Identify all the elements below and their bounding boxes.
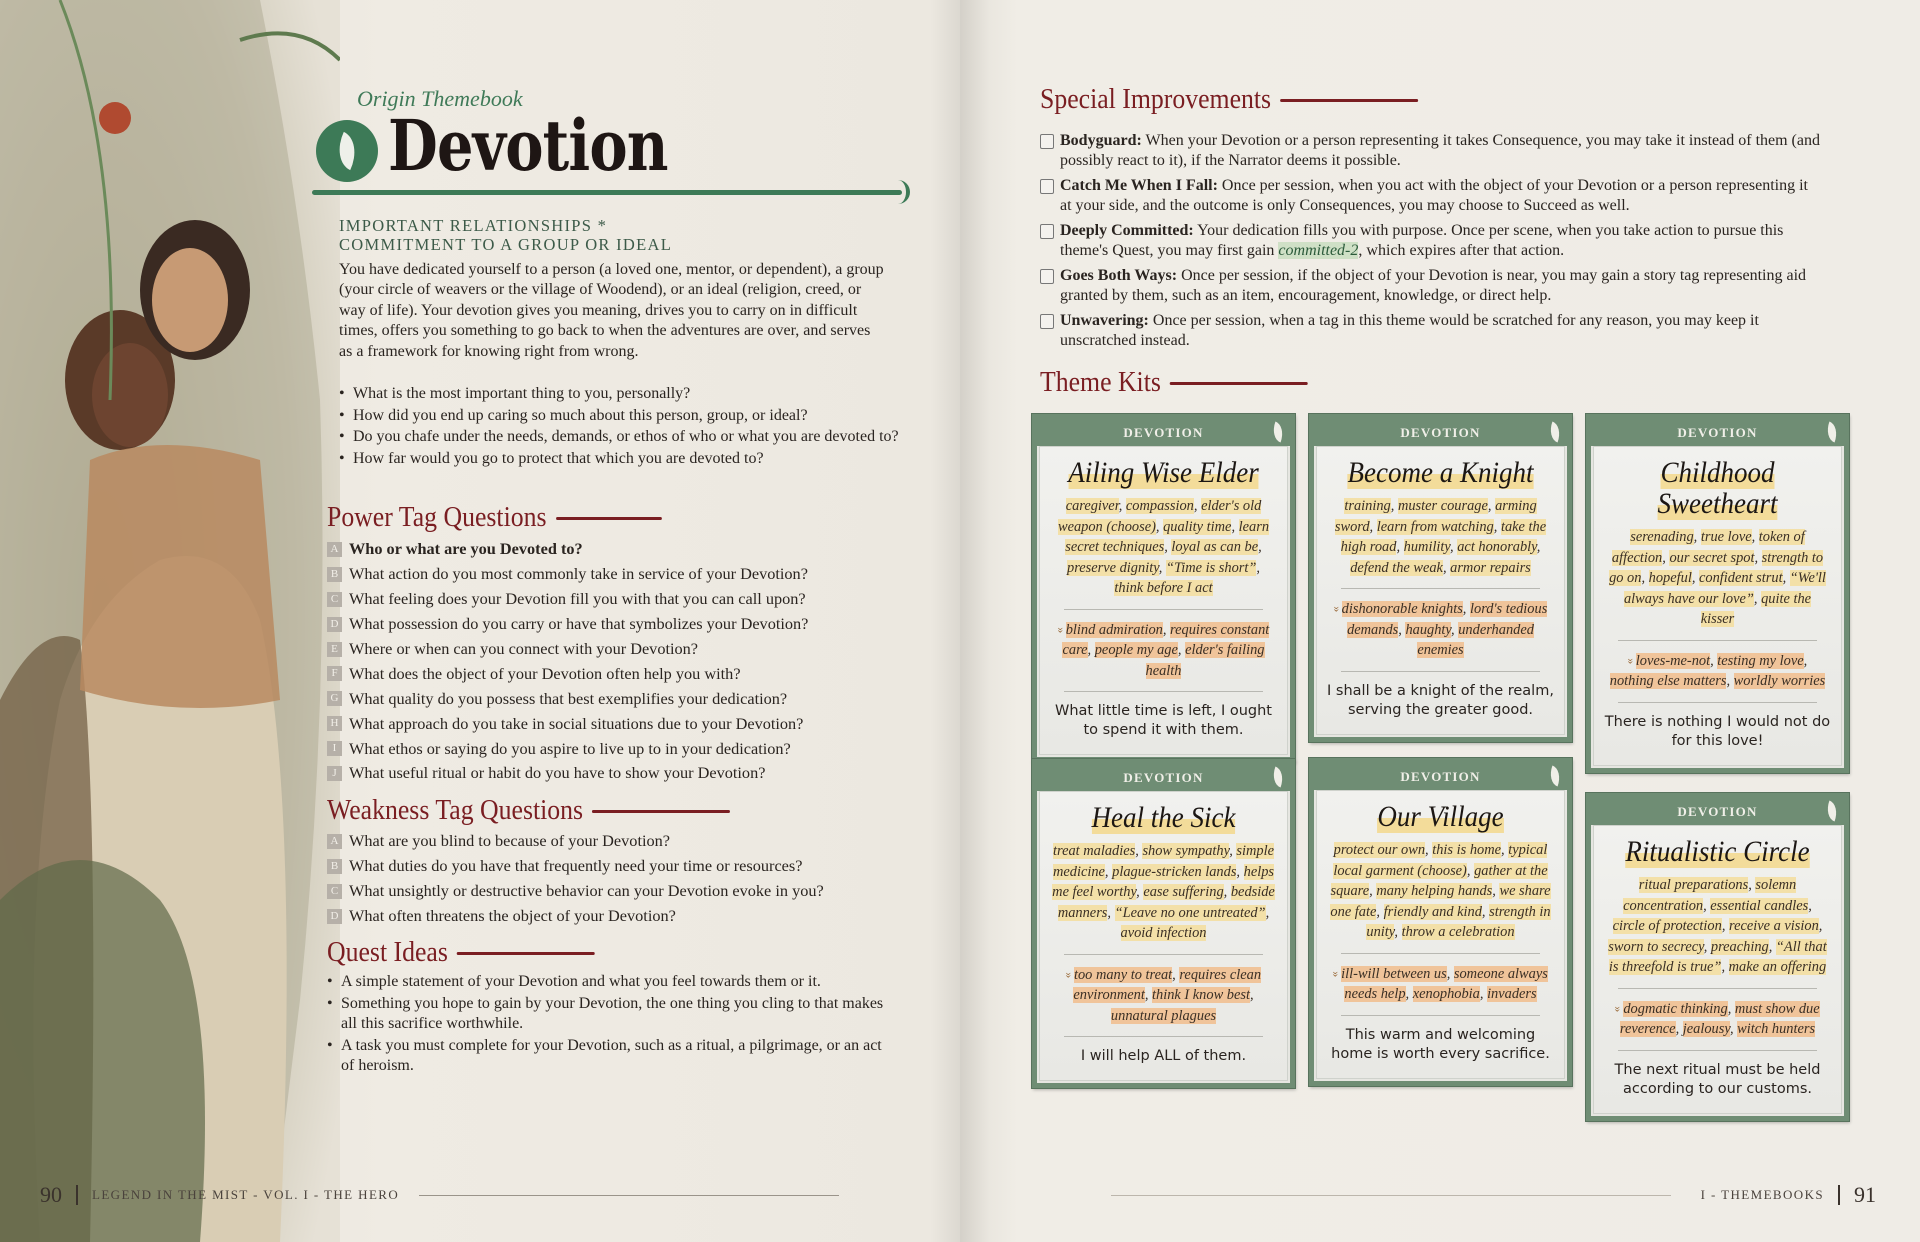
power-tag: defend the weak xyxy=(1350,559,1443,576)
weakness-tag: underhanded enemies xyxy=(1417,621,1534,658)
power-tag: confident strut xyxy=(1699,570,1783,586)
intro-bullets xyxy=(339,384,899,470)
footer-rule xyxy=(419,1195,839,1196)
power-tag: learn from watching xyxy=(1376,518,1494,535)
divider xyxy=(1064,691,1263,692)
question-text: What does the object of your Devotion often help you with? xyxy=(349,663,741,683)
card-title xyxy=(1337,457,1545,488)
power-tag: simple medicine xyxy=(1052,843,1274,880)
question-letter-badge: B xyxy=(327,567,342,582)
weakness-tag: xenophobia xyxy=(1412,986,1480,1002)
leaf-icon xyxy=(1823,421,1840,442)
power-tag: training xyxy=(1344,498,1391,514)
illustration-two-women-embracing xyxy=(0,0,340,1242)
question-text: What unsightly or destructive behavior can your Devotion evoke in you? xyxy=(349,881,824,901)
power-tag: plague-stricken lands xyxy=(1112,863,1237,880)
title-rule xyxy=(312,190,902,195)
question-letter-badge: B xyxy=(327,859,342,874)
weakness-chevron-icon: » xyxy=(1329,606,1344,613)
power-tag: caregiver xyxy=(1065,498,1119,514)
weakness-tag: elder's failing health xyxy=(1145,642,1265,679)
card-quest: I will help ALL of them. xyxy=(1080,1048,1247,1064)
question-row xyxy=(327,537,927,562)
question-row xyxy=(327,761,927,786)
power-tag: loyal as can be xyxy=(1171,539,1259,555)
improvement-item xyxy=(1040,221,1820,261)
leaf-icon xyxy=(1269,766,1286,787)
power-tag: protect our own xyxy=(1333,842,1426,858)
power-tag: act honorably xyxy=(1457,539,1537,555)
card-title-text: Become a Knight xyxy=(1347,456,1534,489)
improvement-text: Once per session, if the object of your Devotion is near, you may gain a story tag representing aid granted by them, such as an item, encouragement, knowledge, or direct help. xyxy=(1060,266,1807,304)
question-row xyxy=(327,562,927,587)
power-tag: preserve dignity xyxy=(1067,559,1159,576)
quest-idea: • A task you must complete for your Devotion, such as a ritual, a pilgrimage, or an act of heroism. xyxy=(327,1036,897,1077)
question-text: What useful ritual or habit do you have to show your Devotion? xyxy=(349,763,766,783)
power-tag: show sympathy xyxy=(1142,843,1230,859)
question-row xyxy=(327,686,927,711)
improvement-checkbox[interactable] xyxy=(1040,179,1054,194)
right-page xyxy=(960,0,1920,1242)
theme-kits-heading xyxy=(1040,367,1308,399)
intro-bullet: • What is the most important thing to you, personally? xyxy=(339,384,899,405)
card-body xyxy=(1316,446,1565,735)
improvement-checkbox[interactable] xyxy=(1040,134,1054,149)
divider xyxy=(1064,954,1263,955)
power-tag: avoid infection xyxy=(1120,925,1207,941)
question-letter-badge: A xyxy=(327,834,342,849)
question-row xyxy=(327,587,927,612)
weakness-tag: ill-will between us xyxy=(1341,965,1447,982)
power-tag: take the high road xyxy=(1340,518,1547,555)
question-text: What action do you most commonly take in service of your Devotion? xyxy=(349,564,808,584)
improvement-text: Once per session, when a tag in this theme would be scratched for any reason, you may keep it unscratched instead. xyxy=(1060,311,1759,349)
divider xyxy=(1341,1015,1540,1016)
heading-rule xyxy=(1280,99,1418,102)
theme-subtitle xyxy=(339,216,899,254)
page-number: 90 xyxy=(40,1182,62,1207)
card-title-text: Heal the Sick xyxy=(1091,801,1236,834)
power-tag: “All that is threefold is true” xyxy=(1608,938,1827,975)
divider xyxy=(1618,1050,1817,1051)
power-tag: strength to go on xyxy=(1609,549,1824,586)
power-tags: training, muster courage, arming sword, learn from watching, take the high road, humility, act honorably, defend the weak, armor repairs xyxy=(1334,498,1547,576)
question-text: What approach do you take in social situations due to your Devotion? xyxy=(349,713,804,733)
weakness-chevron-icon: » xyxy=(1611,1005,1626,1012)
question-letter-badge: F xyxy=(327,666,342,681)
power-tag-heading xyxy=(327,502,662,534)
weakness-tag: nothing else matters xyxy=(1609,673,1727,689)
weakness-tag-questions xyxy=(327,829,927,929)
divider xyxy=(1341,953,1540,954)
weakness-tag: think I know best xyxy=(1152,987,1250,1003)
quest-ideas-list xyxy=(327,972,897,1078)
weakness-tag: worldly worries xyxy=(1733,673,1826,689)
question-text: What are you blind to because of your Devotion? xyxy=(349,831,670,851)
card-title-text: Ailing Wise Elder xyxy=(1068,456,1259,489)
weakness-tags: »blind admiration, requires constant care, people my age, elder's failing health xyxy=(1048,620,1279,682)
power-tags: protect our own, this is home, typical local garment (choose), gather at the square, many helping hands, we share one fate, friendly and kind, strength in unity, throw a celebration xyxy=(1330,842,1551,940)
heading-rule xyxy=(592,810,730,813)
card-quest: This warm and welcoming home is worth every sacrifice. xyxy=(1331,1026,1550,1062)
power-tag: friendly and kind xyxy=(1383,903,1482,920)
card-title xyxy=(1060,802,1268,833)
power-tags: caregiver, compassion, elder's old weapon (choose), quality time, learn secret techniques, loyal as can be, preserve dignity, “Time is short”, think before I act xyxy=(1057,498,1270,596)
power-tag: circle of protection xyxy=(1612,918,1722,934)
power-tag: token of affection xyxy=(1611,529,1805,566)
weakness-tags: »too many to treat, requires clean environment, think I know best, unnatural plagues xyxy=(1048,965,1279,1027)
heading-text: Power Tag Questions xyxy=(327,502,547,533)
weakness-tag: invaders xyxy=(1487,986,1537,1002)
power-tag: humility xyxy=(1403,539,1451,555)
power-tag: make an offering xyxy=(1728,959,1827,975)
weakness-tag: jealousy xyxy=(1682,1021,1730,1037)
improvement-text: , which expires after that action. xyxy=(1358,242,1565,260)
question-row xyxy=(327,612,927,637)
question-row xyxy=(327,661,927,686)
weakness-tags: »ill-will between us, someone always needs help, xenophobia, invaders xyxy=(1325,964,1556,1005)
power-tag: our secret spot xyxy=(1669,549,1755,566)
footer-divider xyxy=(76,1185,78,1205)
question-letter-badge: H xyxy=(327,716,342,731)
power-tag: serenading xyxy=(1630,529,1694,545)
question-text: What duties do you have that frequently need your time or resources? xyxy=(349,856,803,876)
question-letter-badge: C xyxy=(327,592,342,607)
improvement-item xyxy=(1040,311,1820,351)
subtitle-line: COMMITMENT TO A GROUP OR IDEAL xyxy=(339,235,673,254)
power-tag: solemn concentration xyxy=(1623,877,1797,914)
divider xyxy=(1341,671,1540,672)
card-title-text: Ritualistic Circle xyxy=(1625,835,1810,868)
weakness-tags: »dogmatic thinking, must show due reverence, jealousy, witch hunters xyxy=(1602,999,1833,1040)
question-row xyxy=(327,904,927,929)
improvement-name: Deeply Committed: xyxy=(1060,221,1194,239)
quest-idea: • Something you hope to gain by your Devotion, the one thing you cling to that makes all this sacrifice worthwhile. xyxy=(327,994,897,1035)
weakness-tag: people my age xyxy=(1094,642,1178,658)
weakness-tag-heading xyxy=(327,795,730,827)
weakness-chevron-icon: » xyxy=(1062,971,1077,978)
improvement-checkbox[interactable] xyxy=(1040,314,1054,329)
power-tag: treat maladies xyxy=(1053,843,1136,859)
power-tag: think before I act xyxy=(1114,580,1213,596)
power-tag: we share one fate xyxy=(1330,883,1551,920)
improvement-text: When your Devotion or a person representing it takes Consequence, you may take it instead of them (and possibly react to it), if the Narrator deems it possible. xyxy=(1060,132,1820,170)
card-title-text: Our Village xyxy=(1377,800,1504,833)
question-text: What often threatens the object of your Devotion? xyxy=(349,906,676,926)
theme-kit-card xyxy=(1586,793,1849,1121)
heading-text: Quest Ideas xyxy=(327,937,448,968)
question-row xyxy=(327,637,927,662)
divider xyxy=(1618,988,1817,989)
footer-rule xyxy=(1111,1195,1671,1196)
power-tags: ritual preparations, solemn concentration, essential candles, circle of protection, receive a vision, sworn to secrecy, preaching, “All that is threefold is true”, make an offering xyxy=(1608,877,1827,975)
question-text: Where or when can you connect with your Devotion? xyxy=(349,639,699,658)
power-tag: “We'll always have our love” xyxy=(1623,570,1826,607)
card-title xyxy=(1614,836,1822,867)
heading-text: Weakness Tag Questions xyxy=(327,795,584,826)
question-letter-badge: J xyxy=(327,766,342,781)
weakness-tag: haughty xyxy=(1405,621,1452,638)
power-tag: ease suffering xyxy=(1143,884,1224,900)
running-title: I - THEMEBOOKS xyxy=(1700,1187,1824,1202)
question-text: What feeling does your Devotion fill you with that you can call upon? xyxy=(349,589,806,609)
question-letter-badge: G xyxy=(327,691,342,706)
leaf-icon xyxy=(1546,421,1563,442)
power-tag: armor repairs xyxy=(1450,559,1531,576)
power-tag: helps me feel worthy xyxy=(1052,863,1275,900)
theme-kit-card xyxy=(1586,414,1849,773)
power-tags: serenading, true love, token of affection, our secret spot, strength to go on, hopeful, confident strut, “We'll always have our love”, quite the kisser xyxy=(1609,529,1826,627)
divider xyxy=(1618,702,1817,703)
power-tag: essential candles xyxy=(1710,897,1809,914)
weakness-tag: dishonorable knights xyxy=(1341,601,1463,617)
theme-kit-card xyxy=(1309,414,1572,742)
improvement-name: Unwavering: xyxy=(1060,311,1149,329)
leaf-icon xyxy=(316,120,378,182)
weakness-tag: too many to treat xyxy=(1073,966,1173,983)
card-body xyxy=(1039,791,1288,1081)
weakness-tag: someone always needs help xyxy=(1344,965,1548,1002)
power-tag: “Leave no one untreated” xyxy=(1114,904,1266,921)
weakness-tag: blind admiration xyxy=(1065,621,1163,638)
power-tag: many helping hands xyxy=(1376,883,1493,899)
divider xyxy=(1064,1036,1263,1037)
theme-kit-card xyxy=(1032,759,1295,1088)
book-gutter xyxy=(930,0,990,1242)
question-text: What quality do you possess that best exemplifies your dedication? xyxy=(349,688,788,708)
card-header: DEVOTION xyxy=(1591,798,1844,825)
intro-bullet: • How did you end up caring so much about this person, group, or ideal? xyxy=(339,406,899,427)
weakness-tag: dogmatic thinking xyxy=(1623,1000,1728,1017)
divider xyxy=(1341,588,1540,589)
power-tag: true love xyxy=(1700,529,1752,545)
divider xyxy=(1064,609,1263,610)
card-body xyxy=(1593,446,1842,766)
card-header: DEVOTION xyxy=(1591,419,1844,446)
left-footer xyxy=(40,1182,839,1208)
question-text: What ethos or saying do you aspire to live up to in your dedication? xyxy=(349,738,791,758)
weakness-tag: loves-me-not xyxy=(1635,652,1711,669)
weakness-chevron-icon: » xyxy=(1053,626,1068,633)
weakness-tag: witch hunters xyxy=(1737,1021,1816,1037)
power-tag: ritual preparations xyxy=(1638,877,1749,893)
power-tag-questions xyxy=(327,537,927,786)
power-tags: treat maladies, show sympathy, simple medicine, plague-stricken lands, helps me feel worthy, ease suffering, bedside manners, “Leave no one untreated”, avoid infection xyxy=(1052,843,1275,941)
question-text: Who or what are you Devoted to? xyxy=(349,539,583,559)
weakness-tag: testing my love xyxy=(1717,652,1804,669)
question-letter-badge: D xyxy=(327,617,342,632)
power-tag: strength in unity xyxy=(1366,903,1551,940)
intro-bullet: • How far would you go to protect that which you are devoted to? xyxy=(339,449,899,470)
weakness-tag: lord's tedious demands xyxy=(1347,601,1548,638)
card-quest: I shall be a knight of the realm, serving the greater good. xyxy=(1327,682,1554,718)
footer-divider xyxy=(1838,1185,1840,1205)
weakness-tag: requires clean environment xyxy=(1073,966,1262,1003)
question-row xyxy=(327,854,927,879)
leaf-icon xyxy=(1546,765,1563,786)
heading-rule xyxy=(1170,382,1308,385)
power-tag: learn secret techniques xyxy=(1065,518,1270,555)
theme-kit-card xyxy=(1032,414,1295,762)
power-tag: bedside manners xyxy=(1057,884,1275,921)
power-tag: preaching xyxy=(1710,938,1769,955)
subtitle-line: IMPORTANT RELATIONSHIPS * xyxy=(339,216,608,235)
running-title: LEGEND IN THE MIST - VOL. I - THE HERO xyxy=(92,1187,400,1202)
power-tag: hopeful xyxy=(1648,570,1692,586)
improvements-list xyxy=(1040,131,1820,356)
card-title xyxy=(1614,457,1822,519)
question-row xyxy=(327,711,927,736)
question-letter-badge: A xyxy=(327,542,342,557)
card-header: DEVOTION xyxy=(1314,419,1567,446)
power-tag: receive a vision xyxy=(1729,918,1819,934)
card-header: DEVOTION xyxy=(1037,419,1290,446)
special-improvements-heading xyxy=(1040,84,1418,116)
weakness-chevron-icon: » xyxy=(1329,970,1344,977)
heading-rule xyxy=(457,952,595,955)
improvement-checkbox[interactable] xyxy=(1040,269,1054,284)
heading-text: Theme Kits xyxy=(1040,367,1161,398)
question-letter-badge: C xyxy=(327,884,342,899)
card-quest: There is nothing I would not do for this love! xyxy=(1604,713,1831,749)
improvement-name: Goes Both Ways: xyxy=(1060,266,1178,284)
status-tag: committed-2 xyxy=(1278,242,1359,260)
improvement-text: Your dedication fills you with purpose. Once per scene, when you take action to pursue this theme's Quest, you may first gain xyxy=(1060,221,1784,260)
right-footer xyxy=(1111,1182,1876,1208)
question-letter-badge: E xyxy=(327,642,342,657)
question-row xyxy=(327,829,927,854)
weakness-tag: requires constant care xyxy=(1062,621,1270,658)
card-title xyxy=(1337,801,1545,832)
weakness-tags: »loves-me-not, testing my love, nothing else matters, worldly worries xyxy=(1609,652,1826,689)
page-title: Devotion xyxy=(388,104,668,187)
heading-rule xyxy=(556,517,662,520)
divider xyxy=(1618,640,1817,641)
card-header: DEVOTION xyxy=(1314,763,1567,790)
intro-paragraph: You have dedicated yourself to a person (a loved one, mentor, or dependent), a group (your circle of weavers or the village of Woodend), or an ideal (religion, creed, or way of life). Your devotion gives you meaning, drives you to carry on in difficult times, offers you something to go back to when the adventures are over, and serves as a framework for knowing right from wrong. xyxy=(339,261,884,360)
card-header: DEVOTION xyxy=(1037,764,1290,791)
origin-themebook-label: Origin Themebook xyxy=(357,86,523,111)
quest-ideas-heading xyxy=(327,937,595,969)
improvement-name: Catch Me When I Fall: xyxy=(1060,176,1218,194)
power-tag: arming sword xyxy=(1334,498,1537,535)
card-body xyxy=(1316,790,1565,1079)
card-body xyxy=(1593,825,1842,1114)
power-tag: muster courage xyxy=(1397,498,1488,514)
power-tag: typical local garment (choose) xyxy=(1333,842,1548,879)
weakness-tags: »dishonorable knights, lord's tedious demands, haughty, underhanded enemies xyxy=(1325,599,1556,661)
power-tag: gather at the square xyxy=(1330,862,1548,899)
improvement-checkbox[interactable] xyxy=(1040,224,1054,239)
theme-kit-card xyxy=(1309,758,1572,1086)
power-tag: this is home xyxy=(1432,842,1501,858)
quest-idea: • A simple statement of your Devotion and what you feel towards them or it. xyxy=(327,972,897,993)
power-tag: throw a celebration xyxy=(1401,924,1515,940)
weakness-tag: must show due reverence xyxy=(1619,1000,1820,1037)
question-letter-badge: I xyxy=(327,741,342,756)
weakness-tag: unnatural plagues xyxy=(1110,1007,1217,1024)
power-tag: “Time is short” xyxy=(1166,559,1257,576)
improvement-item xyxy=(1040,266,1820,306)
power-tag: sworn to secrecy xyxy=(1608,938,1704,955)
card-quest: What little time is left, I ought to spend it with them. xyxy=(1055,703,1272,738)
improvement-item xyxy=(1040,131,1820,171)
power-tag: compassion xyxy=(1125,498,1194,514)
question-letter-badge: D xyxy=(327,909,342,924)
card-quest: The next ritual must be held according to our customs. xyxy=(1614,1061,1821,1097)
card-title-text: Childhood Sweetheart xyxy=(1657,456,1778,520)
improvement-item xyxy=(1040,176,1820,216)
power-tag: quite the kisser xyxy=(1700,590,1812,627)
improvement-name: Bodyguard: xyxy=(1060,132,1142,149)
question-row xyxy=(327,879,927,904)
question-text: What possession do you carry or have that symbolizes your Devotion? xyxy=(349,614,809,634)
question-row xyxy=(327,736,927,761)
card-title xyxy=(1060,457,1268,488)
leaf-icon xyxy=(1269,421,1286,442)
leaf-icon xyxy=(1823,800,1840,821)
improvement-text: Once per session, when you act with the object of your Devotion or a person representing it at your side, and the outcome is only Consequences, you may choose to Succeed as well. xyxy=(1060,176,1808,215)
weakness-chevron-icon: » xyxy=(1624,657,1639,664)
power-tag: elder's old weapon (choose) xyxy=(1057,498,1262,535)
power-tag: quality time xyxy=(1163,518,1232,535)
intro-bullet: • Do you chafe under the needs, demands, or ethos of who or what you are devoted to? xyxy=(339,427,899,448)
page-number: 91 xyxy=(1854,1182,1876,1207)
heading-text: Special Improvements xyxy=(1040,84,1272,115)
card-body xyxy=(1039,446,1288,755)
